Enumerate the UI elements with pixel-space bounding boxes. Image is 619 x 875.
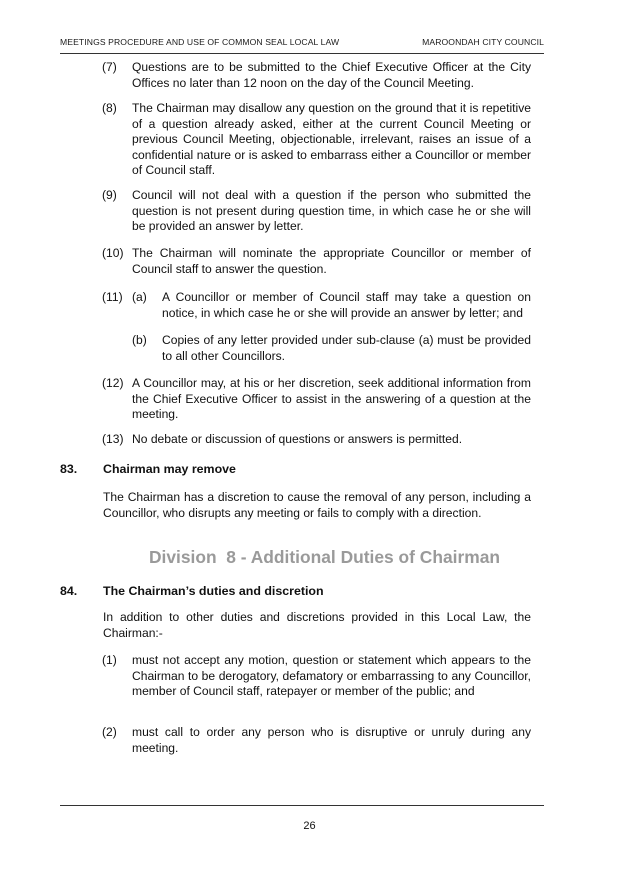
page-number: 26: [303, 820, 316, 832]
section-83-text: The Chairman has a discretion to cause the removal of any person, including a Councillor, who disrupts any meeting or fails to comply with a direction.: [103, 490, 531, 520]
clause-number: (11): [102, 290, 123, 304]
clause-text: No debate or discussion of questions or answers is permitted.: [132, 432, 463, 446]
item-text: must call to order any person who is disruptive or unruly during any meeting.: [132, 725, 531, 755]
section-number: 84.: [60, 584, 78, 598]
clause-number: (10): [102, 246, 124, 260]
clause-number: (7): [102, 60, 117, 74]
clause-text: Questions are to be submitted to the Chief Executive Officer at the City Offices no later than 12 noon on the day of the Council Meeting.: [132, 60, 531, 90]
section-number: 83.: [60, 462, 78, 476]
item-number: (2): [102, 725, 117, 739]
clause-number: (8): [102, 101, 117, 115]
document-header-council: MAROONDAH CITY COUNCIL: [422, 37, 544, 47]
division-heading: Division 8 - Additional Duties of Chairman: [148, 547, 501, 567]
section-title: The Chairman’s duties and discretion: [103, 584, 324, 598]
clause-number: (9): [102, 188, 117, 202]
clause-text: The Chairman may disallow any question on the ground that it is repetitive of a question already asked, either at the current Council Meeting or previous Council Meeting, objectionable, irrelevant, raises an issue of a confidential nature or is asked to embarrass either a Councillor or member of Council staff.: [132, 101, 531, 178]
subclause-label: (a): [132, 290, 147, 304]
subclause-text: Copies of any letter provided under sub-clause (a) must be provided to all other Councillors.: [162, 333, 531, 363]
item-number: (1): [102, 653, 117, 667]
subclause-text: A Councillor or member of Council staff may take a question on notice, in which case he or she will provide an answer by letter; and: [162, 290, 531, 320]
footer-divider: [60, 805, 544, 806]
header-divider: [60, 53, 544, 54]
clause-number: (12): [102, 376, 124, 390]
section-84-intro: In addition to other duties and discretions provided in this Local Law, the Chairman:-: [103, 610, 531, 640]
clause-number: (13): [102, 432, 124, 446]
clause-text: A Councillor may, at his or her discretion, seek additional information from the Chief Executive Officer to assist in the answering of a question at the meeting.: [132, 376, 531, 422]
clause-text: Council will not deal with a question if the person who submitted the question is not present during question time, in which case he or she will be provided an answer by letter.: [132, 188, 531, 234]
subclause-label: (b): [132, 333, 147, 347]
item-text: must not accept any motion, question or statement which appears to the Chairman to be derogatory, defamatory or embarrassing to any Councillor, member of Council staff, ratepayer or member of the public; and: [132, 653, 531, 699]
document-header-title: MEETINGS PROCEDURE AND USE OF COMMON SEAL LOCAL LAW: [60, 37, 340, 47]
clause-text: The Chairman will nominate the appropriate Councillor or member of Council staff to answer the question.: [132, 246, 531, 276]
section-title: Chairman may remove: [103, 462, 236, 476]
